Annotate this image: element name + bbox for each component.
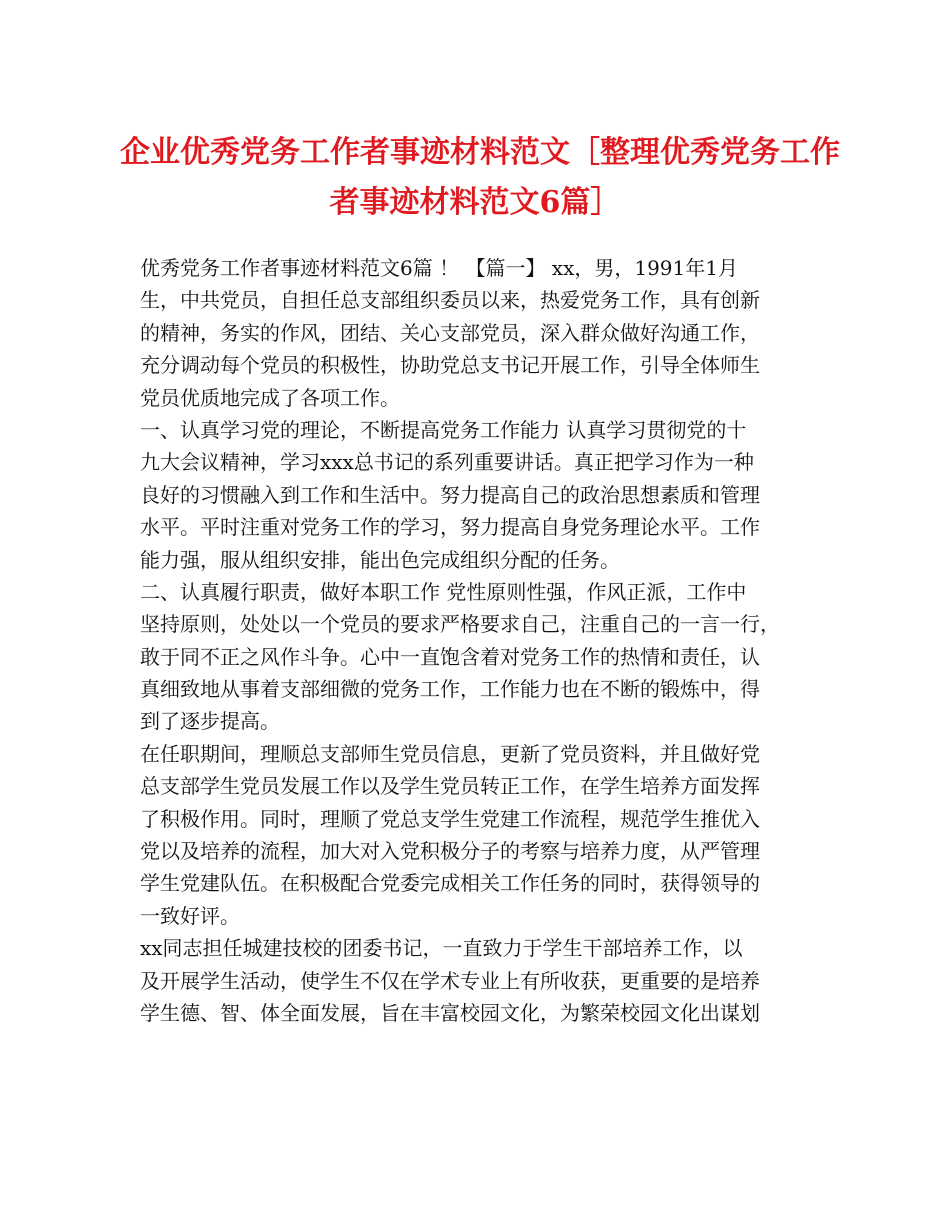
body-line: 敢于同不正之风作斗争。心中一直饱含着对党务工作的热情和责任，认 — [140, 644, 760, 669]
body-line: 九大会议精神，学习xxx总书记的系列重要讲话。真正把学习作为一种 — [140, 450, 754, 475]
body-line: 充分调动每个党员的积极性，协助党总支书记开展工作，引导全体师生 — [140, 353, 760, 378]
body-line: 一、认真学习党的理论，不断提高党务工作能力 认真学习贯彻党的十 — [140, 417, 747, 442]
title-line: 者事迹材料范文6篇］ — [329, 185, 621, 220]
body-line: 水平。平时注重对党务工作的学习，努力提高自身党务理论水平。工作 — [140, 515, 760, 540]
body-line: 党以及培养的流程，加大对入党积极分子的考察与培养力度，从严管理 — [140, 839, 760, 864]
body-line: 了积极作用。同时，理顺了党总支学生党建工作流程，规范学生推优入 — [140, 806, 760, 831]
body-line: 优秀党务工作者事迹材料范文6篇 ！ 【篇一】 xx，男，1991年1月 — [140, 256, 738, 280]
body-line: 真细致地从事着支部细微的党务工作，工作能力也在不断的锻炼中，得 — [140, 677, 760, 702]
body-line: 坚持原则，处处以一个党员的要求严格要求自己，注重自己的一言一行， — [140, 612, 780, 637]
body-line: 在任职期间，理顺总支部师生党员信息，更新了党员资料，并且做好党 — [140, 741, 760, 766]
title-line: 企业优秀党务工作者事迹材料范文［整理优秀党务工作 — [120, 135, 840, 170]
body-line: 党员优质地完成了各项工作。 — [140, 385, 400, 410]
body-line: 的精神，务实的作风，团结、关心支部党员，深入群众做好沟通工作， — [140, 320, 760, 345]
body-line: 二、认真履行职责，做好本职工作 党性原则性强，作风正派，工作中 — [140, 579, 747, 604]
body-line: 学生党建队伍。在积极配合党委完成相关工作任务的同时，获得领导的 — [140, 871, 760, 896]
document-title — [120, 128, 840, 228]
body-line: 及开展学生活动，使学生不仅在学术专业上有所收获，更重要的是培养 — [140, 968, 760, 993]
document-body — [140, 252, 820, 1029]
body-line: 能力强，服从组织安排，能出色完成组织分配的任务。 — [140, 547, 620, 572]
body-line: 到了逐步提高。 — [140, 709, 280, 734]
body-line: xx同志担任城建技校的团委书记，一直致力于学生干部培养工作，以 — [140, 936, 743, 961]
body-line: 一致好评。 — [140, 903, 240, 928]
body-line: 总支部学生党员发展工作以及学生党员转正工作，在学生培养方面发挥 — [140, 774, 760, 799]
body-line: 学生德、智、体全面发展，旨在丰富校园文化，为繁荣校园文化出谋划 — [140, 1000, 760, 1025]
body-line: 生，中共党员，自担任总支部组织委员以来，热爱党务工作，具有创新 — [140, 288, 760, 313]
body-line: 良好的习惯融入到工作和生活中。努力提高自己的政治思想素质和管理 — [140, 482, 760, 507]
